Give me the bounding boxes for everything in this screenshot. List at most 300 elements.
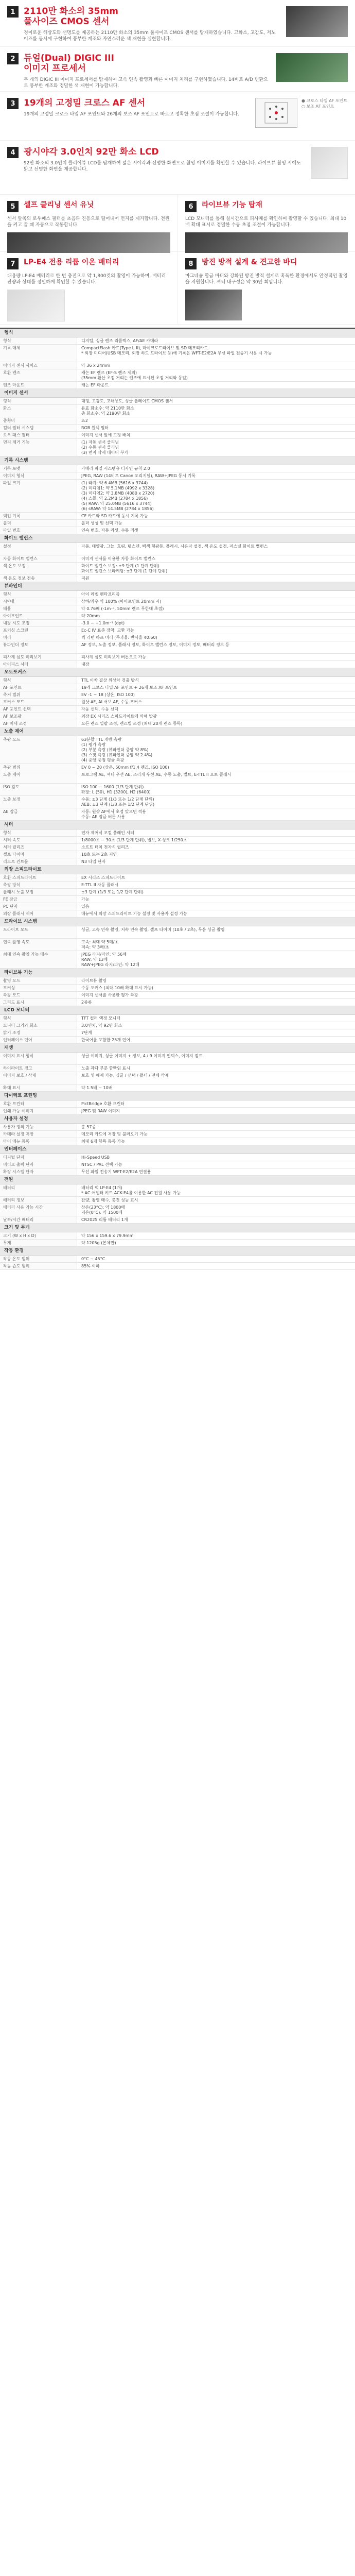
legend-cross: ● 크로스 타입 AF 포인트 (301, 98, 348, 103)
spec-row (0, 1108, 355, 1115)
spec-value: 유효 화소수: 약 2110만 화소 총 화소수: 약 2190만 화소 (81, 406, 134, 416)
feature-row-5-6 (0, 195, 355, 252)
spec-label: 형식 (0, 1015, 77, 1022)
spec-row (0, 634, 355, 641)
spec-label: 색 온도 정보 전송 (0, 575, 77, 582)
feature-6 (177, 195, 355, 251)
feature-title: 2110만 화소의 35mm 풀사이즈 CMOS 센서 (24, 6, 118, 27)
spec-row (0, 1256, 355, 1263)
spec-row (0, 1197, 355, 1204)
spec-row (0, 654, 355, 661)
spec-label: 측광 모드 (0, 992, 77, 998)
spec-row (0, 555, 355, 563)
spec-section-header: 다이렉트 프린팅 (0, 1092, 355, 1100)
spec-label: 형식 (0, 591, 77, 598)
spec-label: 호환 스피드라이트 (0, 874, 77, 881)
spec-row (0, 903, 355, 910)
spec-row (0, 691, 355, 699)
spec-row (0, 951, 355, 969)
spec-value: 수동 포커스 (최대 10배 확대 표시 가능) (81, 986, 153, 990)
feature-body: 19개의 고정밀 크로스 타입 AF 포인트와 26개의 보조 AF 포인트로 빠르고 정확한 초점 조절이 가능합니다. (24, 112, 239, 117)
spec-row (0, 1154, 355, 1161)
feature-body: 경이로운 해상도와 선명도를 제공하는 2110만 화소의 35mm 풀사이즈 CMOS 센서를 탑재하였습니다. 고화소, 고감도, 저노이즈를 동시에 구현하여 풍부한 계조와 자연스러운 색 재현을 실현합니다. (24, 30, 276, 42)
spec-value: 약 1.5배 ~ 10배 (81, 1086, 113, 1090)
spec-value: (1) 라지: 약 6.4MB (5616 x 3744) (2) 미디엄1: 약 5.1MB (4992 x 3328) (3) 미디엄2: 약 3.8MB (4080 x 2720) (4) 스몰: 약 2.2MB (2784 x 1856) (5) RAW: 약 25.0MB (5616 x 3744) (6) sRAW: 약 14.5MB (2784 x 1856) (81, 481, 155, 511)
spec-section-header: 드라이브 시스템 (0, 918, 355, 926)
spec-label: 밝기 조정 (0, 1029, 77, 1036)
spec-label: 배율 (0, 605, 77, 612)
spec-row (0, 882, 355, 889)
spec-label: 노출 보정 (0, 796, 77, 808)
spec-label: 확대 표시 (0, 1084, 77, 1091)
feature-5 (0, 195, 177, 251)
spec-label: AE 잠금 (0, 808, 77, 820)
spec-value: 배터리 팩 LP-E4 (1개) * AC 어댑터 키트 ACK-E4를 이용한 AC 전원 사용 가능 (81, 1185, 181, 1195)
spec-row (0, 398, 355, 405)
spec-row (0, 661, 355, 668)
spec-row (0, 720, 355, 727)
spec-row (0, 939, 355, 951)
af-grid-icon (256, 98, 297, 127)
spec-row (0, 910, 355, 918)
camera-body-image (185, 290, 242, 320)
spec-label: 무게 (0, 1240, 77, 1246)
spec-label: 배터리 (0, 1184, 77, 1196)
spec-row (0, 345, 355, 362)
camera-back-image (311, 147, 348, 179)
spec-row (0, 613, 355, 620)
spec-value: 10초 또는 2초 지연 (81, 852, 117, 857)
spec-row (0, 1138, 355, 1145)
feature-title: 셀프 클리닝 센서 유닛 (24, 201, 94, 209)
spec-value: 대형, 고감도, 고해상도, 싱글 플레이트 CMOS 센서 (81, 399, 173, 403)
spec-value: 있음 (81, 904, 90, 909)
spec-row (0, 1065, 355, 1072)
spec-value: ±3 단계 (1/3 또는 1/2 단계 단위) (81, 890, 144, 894)
spec-value: 아이 레벨 펜타프리즘 (81, 592, 120, 597)
spec-value: 내장 (81, 662, 90, 667)
spec-value: JPEG 라지/파인: 약 56매 RAW: 약 13매 RAW+JPEG 라지/파인: 약 12매 (81, 952, 139, 967)
feature-number: 3 (7, 98, 19, 109)
spec-row (0, 620, 355, 627)
feature-title: 라이브뷰 기능 탑재 (202, 201, 262, 209)
spec-label: 내장 시도 조정 (0, 620, 77, 626)
spec-row (0, 1131, 355, 1138)
spec-label: 아이피스 셔터 (0, 661, 77, 668)
spec-section-header: 셔터 (0, 821, 355, 829)
spec-value: 무선 파일 전송기 WFT-E2/E2A 연결용 (81, 1170, 151, 1174)
spec-row (0, 1053, 355, 1065)
spec-row (0, 764, 355, 771)
spec-label: 컬러 필터 시스템 (0, 425, 77, 431)
feature-body: 두 개의 DIGIC III 이미지 프로세서를 탑재하여 고속 연속 촬영과 빠른 이미지 처리를 구현하였습니다. 14비트 A/D 변환으로 풍부한 계조와 정밀한 색 재현이 가능합니다. (24, 77, 268, 89)
spec-value: 피사계 심도 미리보기 버튼으로 가능 (81, 655, 147, 659)
spec-label: 기록 포맷 (0, 465, 77, 472)
spec-value: 메모리 카드에 저장 및 불러오기 가능 (81, 1132, 148, 1137)
spec-value: 프로그램 AE, 셔터 우선 AE, 조리개 우선 AE, 수동 노출, 벌브, E-TTL II 오토 플래시 (81, 772, 232, 777)
spec-value: NTSC / PAL 선택 가능 (81, 1162, 122, 1167)
feature-section (0, 0, 355, 325)
spec-value: JPEG, RAW (14비트 Canon 오리지널), RAW+JPEG 동시 기록 (81, 473, 196, 478)
spec-label: 플래시 노출 보정 (0, 889, 77, 895)
spec-label: 이미지 센서 사이즈 (0, 362, 77, 369)
spec-value: Hi-Speed USB (81, 1155, 110, 1160)
spec-section-header: 뷰파인더 (0, 582, 355, 591)
spec-value: 싱글 이미지, 싱글 이미지 + 정보, 4 / 9 이미지 인덱스, 이미지 점프 (81, 1054, 203, 1058)
sensor-cleaning-image (7, 232, 170, 253)
spec-table (0, 328, 355, 1270)
spec-value: 수동: ±3 단계 (1/3 또는 1/2 단계 단위) AEB: ±3 단계 (1/3 또는 1/2 단계 단위) (81, 797, 155, 807)
spec-value: 연속 번호, 자동 리셋, 수동 리셋 (81, 528, 138, 533)
spec-row (0, 641, 355, 654)
spec-label: 화소 (0, 405, 77, 417)
spec-row (0, 598, 355, 605)
spec-row (0, 684, 355, 691)
spec-value: 2종류 (81, 1000, 92, 1005)
spec-label: 먼지 제거 기능 (0, 439, 77, 456)
spec-label: 이미지 형식 (0, 472, 77, 479)
spec-label: 형식 (0, 337, 77, 344)
spec-label: 렌즈 마운트 (0, 382, 77, 388)
spec-value: -3.0 ~ +1.0m⁻¹ (dpt) (81, 621, 125, 625)
spec-label: 하이라이트 경고 (0, 1065, 77, 1072)
spec-row (0, 677, 355, 684)
spec-value: RGB 원색 필터 (81, 426, 109, 430)
spec-label: 측거 범위 (0, 691, 77, 698)
spec-label: 기록 매체 (0, 345, 77, 362)
spec-label: 아이포인트 (0, 613, 77, 619)
spec-value: 자동, 태양광, 그늘, 흐림, 텅스텐, 백색 형광등, 플래시, 사용자 설정, 색 온도 설정, 퍼스널 화이트 밸런스 (81, 544, 268, 549)
spec-label: 촬영 모드 (0, 977, 77, 984)
spec-section-header: 사용자 설정 (0, 1115, 355, 1124)
spec-value: 자동 선택, 수동 선택 (81, 707, 118, 711)
spec-row (0, 591, 355, 598)
spec-value: 약 36 x 24mm (81, 363, 111, 368)
spec-label: 리모트 컨트롤 (0, 858, 77, 865)
spec-section-header: 화이트 밸런스 (0, 534, 355, 543)
spec-label: 호환 프린터 (0, 1100, 77, 1107)
spec-value: 7단계 (81, 1030, 92, 1035)
spec-value: 잔량, 촬영 매수, 충전 성능 표시 (81, 1198, 138, 1202)
spec-label: 백업 기록 (0, 513, 77, 519)
spec-row (0, 896, 355, 903)
spec-section-header: 재생 (0, 1044, 355, 1053)
feature-number: 2 (7, 53, 19, 64)
feature-number: 7 (7, 258, 19, 269)
spec-value: 3:2 (81, 418, 88, 423)
spec-row (0, 713, 355, 720)
spec-value: (1) 자동 센서 클리닝 (2) 수동 센서 클리닝 (3) 먼지 삭제 데이터 부가 (81, 440, 129, 455)
live-view-image (185, 232, 348, 253)
spec-value: EV 0 ~ 20 (상온, 50mm f/1.4 렌즈, ISO 100) (81, 765, 169, 770)
feature-2 (0, 47, 355, 92)
spec-value: CF 카드와 SD 카드에 동시 기록 가능 (81, 514, 148, 518)
spec-label: 마이 메뉴 등록 (0, 1138, 77, 1145)
spec-row (0, 844, 355, 851)
spec-value: 상온(23°C): 약 1800매 저온(0°C): 약 1500매 (81, 1205, 126, 1215)
spec-label: 호환 렌즈 (0, 369, 77, 381)
spec-label: 날짜/시간 배터리 (0, 1216, 77, 1223)
spec-label: 셀프 타이머 (0, 851, 77, 858)
spec-value: 화이트 밸런스 보정: ±9 단계 (1 단계 단위) 화이트 밸런스 브라케팅: ±3 단계 (1 단계 단위) (81, 564, 168, 573)
spec-section-header: 형식 (0, 329, 355, 337)
spec-row (0, 605, 355, 613)
spec-value: 모든 렌즈 일괄 조정, 렌즈별 조정 (최대 20개 렌즈 등록) (81, 721, 183, 726)
spec-label: 폴더 (0, 520, 77, 527)
spec-label: 인쇄 가능 이미지 (0, 1108, 77, 1114)
spec-value: PictBridge 호환 프린터 (81, 1101, 125, 1106)
spec-label: 카메라 설정 저장 (0, 1131, 77, 1138)
feature-number: 5 (7, 201, 19, 212)
spec-row (0, 1184, 355, 1197)
spec-row (0, 369, 355, 382)
spec-value: 3.0인치, 약 92만 화소 (81, 1023, 122, 1028)
spec-row (0, 417, 355, 425)
spec-value: TTL 이차 결상 위상차 검출 방식 (81, 678, 139, 683)
spec-row (0, 977, 355, 985)
feature-1 (0, 0, 355, 47)
spec-row (0, 543, 355, 555)
spec-label: 자동 화이트 밸런스 (0, 555, 77, 562)
spec-row (0, 808, 355, 821)
spec-row (0, 1161, 355, 1168)
spec-section-header: 인터페이스 (0, 1145, 355, 1154)
spec-label: 측광 모드 (0, 736, 77, 764)
spec-value: TFT 컬러 액정 모니터 (81, 1016, 120, 1021)
feature-title: 광시야각 3.0인치 92만 화소 LCD (24, 147, 159, 157)
spec-label: 확장 시스템 단자 (0, 1168, 77, 1175)
spec-label: 외장 플래시 제어 (0, 910, 77, 917)
spec-value: 폴더 생성 및 선택 가능 (81, 521, 122, 526)
spec-value: 원샷 AF, AI 서보 AF, 수동 포커스 (81, 700, 142, 704)
spec-row (0, 985, 355, 992)
spec-value: 1/8000초 ~ 30초 (1/3 단계 단위), 벌브, X-싱크 1/250초 (81, 838, 187, 842)
spec-row (0, 771, 355, 784)
spec-label: 비디오 출력 단자 (0, 1161, 77, 1168)
spec-value: CR2025 리튬 배터리 1개 (81, 1217, 128, 1222)
spec-row (0, 837, 355, 844)
spec-label: 측광 범위 (0, 764, 77, 771)
spec-row (0, 425, 355, 432)
spec-label: AF 미세 조정 (0, 720, 77, 727)
spec-value: 보호 및 해제 가능, 싱글 / 선택 / 폴더 / 전체 삭제 (81, 1073, 169, 1078)
spec-row (0, 1204, 355, 1216)
spec-value: 가능 (81, 897, 90, 902)
spec-label: 로우 패스 필터 (0, 432, 77, 438)
spec-row (0, 563, 355, 575)
feature-number: 8 (185, 258, 197, 269)
spec-row (0, 520, 355, 527)
spec-label: ISO 감도 (0, 784, 77, 795)
spec-row (0, 362, 355, 369)
spec-label: 인터페이스 언어 (0, 1037, 77, 1043)
spec-label: 포커스 모드 (0, 699, 77, 705)
spec-label: 뷰파인더 정보 (0, 641, 77, 653)
spec-label: 형식 (0, 398, 77, 404)
spec-label: 이미지 보호 / 삭제 (0, 1072, 77, 1084)
spec-section-header: 크기 및 무게 (0, 1224, 355, 1232)
spec-row (0, 382, 355, 389)
spec-value: 약 0.76배 (-1m⁻¹, 50mm 렌즈 무한대 초점) (81, 606, 164, 611)
spec-value: N3 타입 단자 (81, 859, 106, 864)
spec-label: 드라이브 모드 (0, 926, 77, 938)
processor-board-image (276, 53, 348, 82)
spec-label: 측광 방식 (0, 882, 77, 888)
spec-value: E-TTL II 자동 플래시 (81, 883, 119, 887)
spec-label: 종횡비 (0, 417, 77, 424)
spec-section-header: 노출 제어 (0, 727, 355, 736)
spec-label: 피사계 심도 미리보기 (0, 654, 77, 660)
spec-value: 카메라 파일 시스템용 디자인 규칙 2.0 (81, 466, 150, 471)
spec-row (0, 796, 355, 808)
spec-label: AF 포인트 (0, 684, 77, 691)
spec-value: EV -1 ~ 18 (상온, ISO 100) (81, 692, 135, 697)
feature-row-7-8 (0, 252, 355, 325)
spec-label: 이미지 표시 형식 (0, 1053, 77, 1064)
spec-row (0, 627, 355, 634)
spec-value: 캐논 EF 마운트 (81, 383, 109, 387)
spec-row (0, 874, 355, 882)
spec-value: Ec-C IV 표준 장착, 교환 가능 (81, 628, 134, 633)
spec-value: 0°C ~ 45°C (81, 1257, 105, 1261)
battery-image (7, 290, 65, 321)
spec-row (0, 1029, 355, 1037)
spec-value: 19개 크로스 타입 AF 포인트 + 26개 보조 AF 포인트 (81, 685, 177, 690)
spec-label: 배터리 사용 가능 시간 (0, 1204, 77, 1216)
feature-8 (177, 252, 355, 324)
spec-row (0, 480, 355, 513)
feature-body: 마그네슘 합금 바디와 강화된 방진 방적 설계로 혹독한 환경에서도 안정적인 촬영을 지원합니다. 셔터 내구성은 약 30만 회입니다. (185, 274, 348, 285)
spec-value: 총 57종 (81, 1125, 96, 1129)
spec-row (0, 926, 355, 939)
spec-value: 메뉴에서 외장 스피드라이트 기능 설정 및 사용자 설정 가능 (81, 911, 187, 916)
spec-section-header: LCD 모니터 (0, 1006, 355, 1015)
spec-row (0, 1240, 355, 1247)
spec-value: 퀵 리턴 하프 미러 (투과율: 반사율 40:60) (81, 635, 157, 640)
spec-label: PC 단자 (0, 903, 77, 910)
spec-label: 셔터 속도 (0, 837, 77, 843)
spec-row (0, 699, 355, 706)
spec-value: 이미지 센서를 이용한 자동 화이트 밸런스 (81, 556, 156, 561)
spec-section-header: 전원 (0, 1176, 355, 1184)
feature-title: LP-E4 전용 리튬 이온 배터리 (24, 258, 119, 266)
spec-value: 약 20mm (81, 614, 100, 618)
spec-value: 외장 EX 시리즈 스피드라이트에 의해 발광 (81, 714, 157, 719)
feature-title: 19개의 고정밀 크로스 AF 센서 (24, 98, 146, 108)
af-point-diagram (255, 98, 297, 128)
spec-value: 최대 6개 항목 등록 가능 (81, 1139, 125, 1144)
spec-label: 파일 번호 (0, 527, 77, 534)
feature-title: 듀얼(Dual) DIGIC III 이미지 프로세서 (24, 53, 114, 74)
spec-row (0, 706, 355, 713)
spec-section-header: 외장 스피드라이트 (0, 866, 355, 874)
spec-row (0, 992, 355, 999)
spec-row (0, 784, 355, 796)
spec-value: 라이브뷰 촬영 (81, 978, 106, 983)
spec-label: 배터리 정보 (0, 1197, 77, 1204)
spec-row (0, 1100, 355, 1108)
sensor-image (286, 6, 348, 37)
spec-value: 고속: 최대 약 5매/초 저속: 약 3매/초 (81, 940, 119, 950)
spec-row (0, 527, 355, 534)
spec-label: 디지털 단자 (0, 1154, 77, 1161)
feature-body: 대용량 LP-E4 배터리로 한 번 충전으로 약 1,800컷의 촬영이 가능하며, 배터리 잔량과 상태를 정밀하게 확인할 수 있습니다. (7, 274, 166, 285)
spec-row (0, 1072, 355, 1084)
spec-label: 포커싱 (0, 985, 77, 991)
feature-body: 센서 앞쪽의 로우패스 필터를 초음파 진동으로 털어내어 먼지를 제거합니다. 전원을 켜고 끌 때 자동으로 작동합니다. (7, 216, 170, 228)
spec-label: 노출 제어 (0, 771, 77, 783)
spec-value: 상하/좌우 약 100% (아이포인트 20mm 시) (81, 599, 162, 604)
spec-value: 한국어를 포함한 25개 언어 (81, 1038, 131, 1042)
spec-row (0, 1084, 355, 1092)
feature-number: 4 (7, 147, 19, 158)
spec-label: 파일 크기 (0, 480, 77, 512)
spec-row (0, 439, 355, 456)
spec-row (0, 513, 355, 520)
spec-section-header: 기록 시스템 (0, 456, 355, 465)
feature-body: LCD 모니터를 통해 실시간으로 피사체를 확인하며 촬영할 수 있습니다. 최대 10배 확대 표시로 정밀한 수동 초점 조절이 가능합니다. (185, 216, 347, 228)
spec-value: 지원 (81, 576, 90, 581)
feature-3 (0, 92, 355, 141)
feature-body: 92만 화소의 3.0인치 클리어뷰 LCD를 탑재하여 넓은 시야각과 선명한 화면으로 촬영 이미지를 확인할 수 있습니다. 라이브뷰 촬영 시에도 밝고 선명한 화면을 제공합니다. (24, 161, 301, 172)
spec-label: FE 잠금 (0, 896, 77, 903)
spec-row (0, 889, 355, 896)
spec-value: 이미지 센서 앞에 고정 배치 (81, 433, 131, 437)
feature-title: 방진 방적 설계 & 견고한 바디 (202, 258, 297, 266)
spec-row (0, 1232, 355, 1240)
spec-label: 색 온도 보정 (0, 563, 77, 574)
spec-label: 최대 연속 촬영 가능 매수 (0, 951, 77, 968)
spec-value: 약 156 x 159.6 x 79.9mm (81, 1233, 134, 1238)
spec-row (0, 858, 355, 866)
spec-value: AF 정보, 노출 정보, 플래시 정보, 화이트 밸런스 정보, 이미지 정보, 배터리 정보 등 (81, 642, 229, 647)
spec-value: 디지털, 싱글 렌즈 리플렉스, AF/AE 카메라 (81, 338, 158, 343)
spec-row (0, 1037, 355, 1044)
spec-row (0, 736, 355, 764)
spec-label: 연속 촬영 속도 (0, 939, 77, 951)
spec-label: 설정 (0, 543, 77, 555)
af-legend (301, 98, 348, 109)
feature-number: 6 (185, 201, 197, 212)
spec-value: 자동: 원샷 AF에서 초점 맞으면 적용 수동: AE 잠금 버튼 사용 (81, 809, 146, 819)
feature-4 (0, 141, 355, 195)
spec-row (0, 1124, 355, 1131)
spec-value: 전자 제어식 포컬 플레인 셔터 (81, 831, 134, 835)
spec-label: AF 보조광 (0, 713, 77, 720)
spec-row (0, 575, 355, 582)
spec-row (0, 432, 355, 439)
spec-row (0, 1015, 355, 1022)
spec-label: 모니터 크기와 화소 (0, 1022, 77, 1029)
spec-value: 싱글, 고속 연속 촬영, 저속 연속 촬영, 셀프 타이머 (10초 / 2초), 무음 싱글 촬영 (81, 927, 225, 932)
spec-value: 캐논 EF 렌즈 (EF-S 렌즈 제외) (35mm 환산 초점 거리는 렌즈에 표시된 초점 거리와 동일) (81, 370, 188, 380)
spec-row (0, 465, 355, 472)
feature-number: 1 (7, 6, 19, 18)
spec-label: 사용자 정의 기능 (0, 1124, 77, 1130)
spec-value: 소프트 터치 전자식 릴리즈 (81, 845, 129, 850)
spec-row (0, 1022, 355, 1029)
spec-section-header: 오토포커스 (0, 668, 355, 677)
spec-row (0, 999, 355, 1006)
spec-row (0, 1263, 355, 1270)
spec-section-header: 작동 환경 (0, 1247, 355, 1256)
spec-value: 이미지 센서를 사용한 평가 측광 (81, 993, 138, 997)
spec-value: 노출 과다 부분 깜빡임 표시 (81, 1066, 131, 1071)
spec-value: JPEG 및 RAW 이미지 (81, 1109, 120, 1113)
spec-section-header: 라이브뷰 기능 (0, 969, 355, 977)
feature-7 (0, 252, 177, 324)
legend-assist: ○ 보조 AF 포인트 (301, 104, 334, 109)
